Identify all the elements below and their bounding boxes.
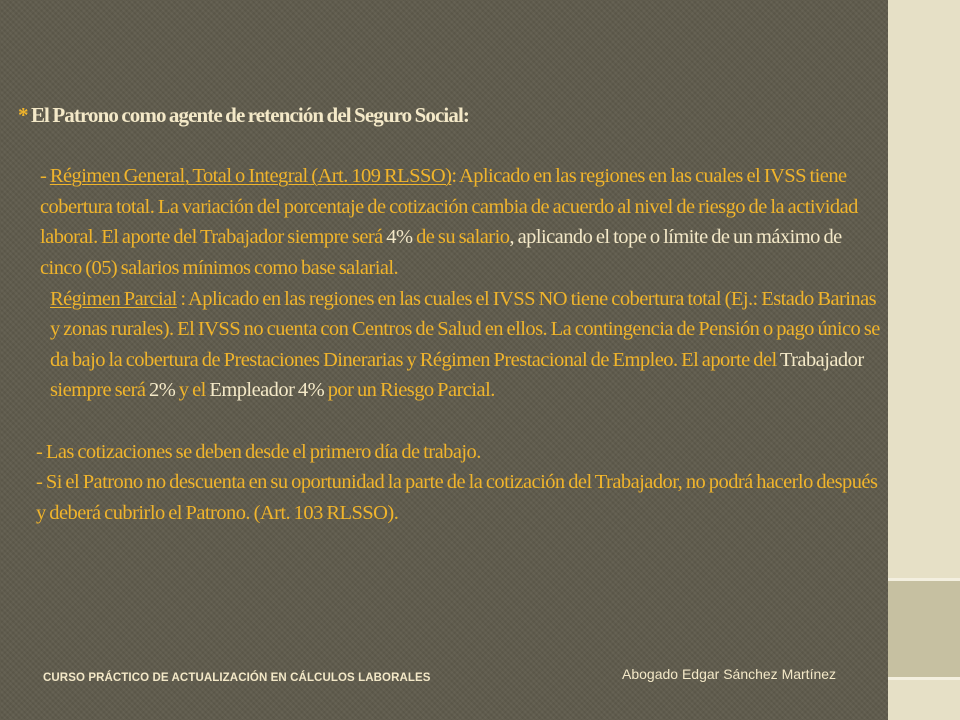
general-cinco: cinco (05) salarios mínimos como base salarial [40, 256, 394, 279]
general-text-2: de su salario [412, 226, 510, 249]
bullet-contributions: - Las cotizaciones se deben desde el primero día de trabajo. [36, 440, 481, 463]
partial-trabajador: Trabajador [779, 348, 864, 371]
spacer [18, 131, 886, 162]
general-end: . [393, 256, 399, 279]
general-pct: 4% [386, 226, 413, 249]
partial-text-3: y el [175, 379, 210, 402]
general-text-1: Aplicado en las regiones en las cuales el IVSS tiene cobertura total. La variación del porcentaje de cotización cambia de acuerdo al nivel de riesgo de la actividad laboral. El aporte del Trabajador siempre será [40, 165, 858, 249]
footer-course-title: CURSO PRÁCTICO DE ACTUALIZACIÓN EN CÁLCULOS LABORALES [43, 672, 431, 684]
partial-colon: : [176, 287, 186, 310]
general-colon: : [451, 165, 457, 188]
partial-pct: 2% [149, 379, 176, 402]
partial-regime-paragraph [18, 284, 886, 406]
slide-body [18, 100, 886, 528]
slide-heading [18, 100, 886, 131]
spacer [18, 406, 886, 437]
general-dash: - [40, 165, 50, 188]
heading-text: El Patrono como agente de retención del Seguro Social: [30, 103, 469, 127]
bullet-employer-obligation: - Si el Patrono no descuenta en su oportunidad la parte de la cotización del Trabajador, no podrá hacerlo después y deberá cubrirlo el Patrono. (Art. 103 RLSSO). [36, 471, 878, 524]
partial-text-1: Aplicado en las regiones en las cuales el IVSS NO tiene cobertura total (Ej.: Estado Barinas y zonas rurales). El IVSS no cuenta con Centros de Salud en ellos. La contingencia de Pensión o pago único se da bajo la cobertura de Prestaciones Dinerarias y Régimen Prestacional de Empleo. El aporte del [50, 287, 880, 371]
partial-text-4: por un Riesgo Parcial. [324, 379, 495, 402]
heading-asterisk: * [18, 103, 31, 127]
side-accent-block [888, 578, 960, 680]
footer-author: Abogado Edgar Sánchez Martínez [622, 666, 837, 682]
partial-regime-title: Régimen Parcial [50, 287, 177, 310]
general-regime-paragraph [18, 161, 886, 283]
partial-text-2: siempre será [50, 379, 149, 402]
partial-empleador: Empleador 4% [209, 379, 325, 402]
general-text-3: , aplicando el tope o límite de un máximo de [509, 226, 842, 249]
general-regime-title: Régimen General, Total o Integral (Art. 109 RLSSO) [49, 165, 452, 188]
